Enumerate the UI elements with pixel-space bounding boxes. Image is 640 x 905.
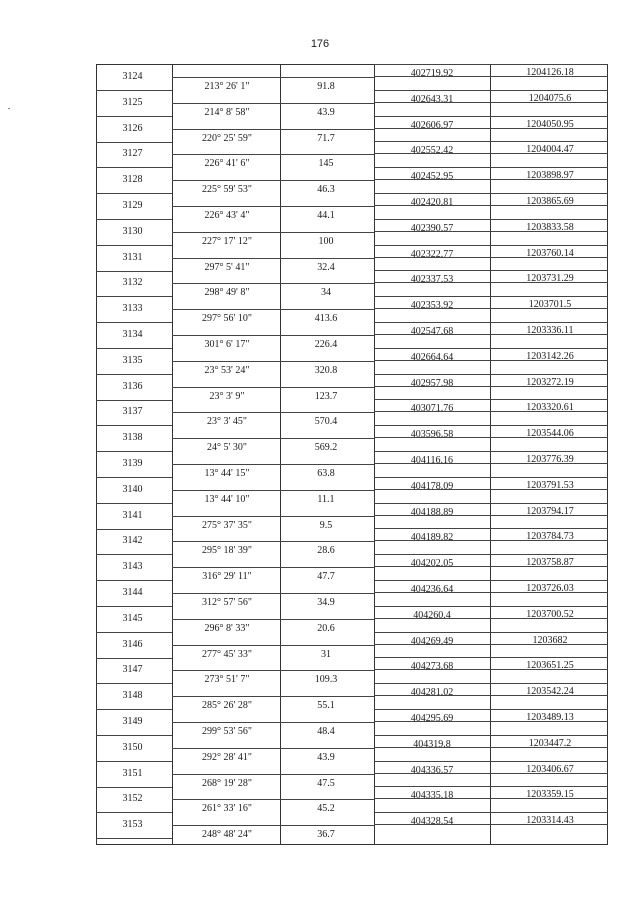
y-coordinate: 1204004.47 <box>526 144 574 156</box>
distance-value: 32.4 <box>317 261 335 273</box>
y-coordinate: 1203776.39 <box>526 454 574 465</box>
table-row <box>96 193 608 219</box>
table-row <box>96 735 608 761</box>
table-row <box>96 709 608 735</box>
row-divider <box>374 374 608 375</box>
table-row <box>96 167 608 196</box>
distance-value: 48.4 <box>317 726 335 737</box>
row-divider <box>374 761 608 762</box>
x-coordinate: 404188.89 <box>410 506 454 518</box>
y-coordinate: 1203544.06 <box>526 428 574 440</box>
distance-value: 569.2 <box>314 442 338 454</box>
distance-value: 226.4 <box>314 339 338 350</box>
y-coordinate: 1203320.61 <box>526 402 574 414</box>
bearing-value: 285° 26' 28" <box>202 700 252 712</box>
y-coordinate: 1203791.53 <box>526 479 574 491</box>
row-divider <box>374 657 608 658</box>
row-divider <box>172 438 374 439</box>
distance-value: 570.4 <box>314 416 338 428</box>
point-number: 3133 <box>122 303 143 315</box>
row-divider <box>172 180 374 181</box>
x-coordinate: 404335.18 <box>410 790 454 802</box>
row-divider <box>374 245 608 246</box>
distance-value: 34 <box>321 287 331 299</box>
row-divider <box>374 167 608 168</box>
bearing-value: 295° 18' 39" <box>202 545 252 557</box>
x-coordinate: 404295.69 <box>410 713 454 724</box>
row-divider <box>172 412 374 413</box>
bearing-value: 248° 48' 24" <box>202 829 252 841</box>
distance-value: 46.3 <box>317 184 335 196</box>
row-divider <box>374 554 608 555</box>
bearing-value: 292° 28' 41" <box>202 751 252 763</box>
table-row <box>96 296 608 325</box>
distance-value: 71.7 <box>317 132 335 144</box>
y-coordinate: 1204075.6 <box>528 92 572 104</box>
bearing-value: 268° 19' 28" <box>202 777 252 789</box>
distance-value: 9.5 <box>319 519 333 531</box>
row-divider <box>172 77 374 78</box>
x-coordinate: 404281.02 <box>410 687 454 699</box>
x-coordinate: 402552.42 <box>410 145 454 157</box>
point-number: 3141 <box>122 509 143 521</box>
row-divider <box>374 322 608 323</box>
distance-value: 31 <box>321 648 331 660</box>
y-coordinate: 1203359.15 <box>526 789 574 801</box>
y-coordinate: 1203784.73 <box>526 531 574 543</box>
x-coordinate: 404189.82 <box>410 532 454 544</box>
row-divider <box>172 361 374 362</box>
row-divider <box>172 206 374 207</box>
point-number: 3134 <box>122 329 143 340</box>
x-coordinate: 402643.31 <box>410 93 454 105</box>
x-coordinate: 404260.4 <box>413 609 451 621</box>
bearing-value: 213° 26' 1" <box>204 81 250 92</box>
row-divider <box>172 232 374 233</box>
page-number: 176 <box>310 38 330 50</box>
bearing-value: 296° 8' 33" <box>204 622 250 634</box>
y-coordinate: 1203726.03 <box>526 583 574 594</box>
distance-value: 63.8 <box>317 468 335 479</box>
y-coordinate: 1203865.69 <box>526 196 574 207</box>
row-divider <box>172 387 374 388</box>
distance-value: 91.8 <box>317 81 335 92</box>
bearing-value: 13° 44' 10" <box>204 493 250 505</box>
x-coordinate: 404273.68 <box>410 661 454 673</box>
row-divider <box>374 219 608 220</box>
row-divider <box>374 528 608 529</box>
table-row <box>96 554 608 583</box>
row-divider <box>374 503 608 504</box>
y-coordinate: 1203758.87 <box>526 557 574 569</box>
table-row <box>96 322 608 348</box>
bearing-value: 226° 43' 4" <box>204 210 250 221</box>
row-divider <box>172 129 374 130</box>
point-number: 3135 <box>122 354 143 366</box>
bearing-value: 23° 53' 24" <box>204 364 250 376</box>
point-number: 3150 <box>122 741 143 753</box>
table-row <box>96 657 608 686</box>
row-divider <box>374 786 608 787</box>
point-number: 3130 <box>122 225 143 237</box>
row-divider <box>374 683 608 684</box>
y-coordinate: 1204126.18 <box>526 67 574 78</box>
x-coordinate: 404202.05 <box>410 558 454 570</box>
row-divider <box>172 799 374 800</box>
coordinate-table <box>96 64 608 844</box>
table-row <box>96 786 608 815</box>
point-number: 3138 <box>122 432 143 444</box>
table-row <box>96 451 608 477</box>
point-number: 3127 <box>122 148 143 160</box>
y-coordinate: 1203731.29 <box>526 273 574 285</box>
table-row <box>96 683 608 712</box>
point-number: 3137 <box>122 406 143 418</box>
row-divider <box>374 90 608 91</box>
distance-value: 413.6 <box>314 313 338 325</box>
y-coordinate: 1203833.58 <box>526 221 574 233</box>
row-divider <box>374 270 608 271</box>
table-row <box>96 580 608 606</box>
distance-value: 320.8 <box>314 364 338 376</box>
x-coordinate: 402420.81 <box>410 197 454 208</box>
point-number: 3125 <box>122 96 143 108</box>
row-divider <box>374 632 608 633</box>
distance-value: 109.3 <box>314 674 338 686</box>
distance-value: 34.9 <box>317 597 335 608</box>
point-number: 3143 <box>122 561 143 573</box>
bearing-value: 298° 49' 8" <box>204 287 250 299</box>
point-number: 3144 <box>122 587 143 598</box>
point-number: 3136 <box>122 380 143 392</box>
point-number: 3140 <box>122 483 143 495</box>
y-coordinate: 1204050.95 <box>526 118 574 130</box>
bearing-value: 297° 5' 41" <box>204 261 250 273</box>
y-coordinate: 1203272.19 <box>526 376 574 388</box>
y-coordinate: 1203406.67 <box>526 763 574 775</box>
bearing-value: 275° 37' 35" <box>202 519 252 531</box>
y-coordinate: 1203682 <box>532 634 568 646</box>
table-row <box>96 503 608 529</box>
table-row <box>96 425 608 454</box>
row-divider <box>172 309 374 310</box>
distance-value: 45.2 <box>317 803 335 815</box>
row-divider <box>374 735 608 736</box>
table-row <box>96 477 608 503</box>
table-row <box>96 116 608 142</box>
point-number: 3147 <box>122 664 143 676</box>
table-row <box>96 399 608 428</box>
point-number: 3149 <box>122 716 143 727</box>
y-coordinate: 1203542.24 <box>526 686 574 698</box>
y-coordinate: 1203489.13 <box>526 712 574 723</box>
table-row <box>96 90 608 116</box>
bearing-value: 225° 59' 53" <box>202 184 252 196</box>
point-number: 3128 <box>122 174 143 186</box>
table-row <box>96 245 608 271</box>
row-divider <box>172 748 374 749</box>
bearing-value: 261° 33' 16" <box>202 803 252 815</box>
point-number: 3139 <box>122 458 143 469</box>
distance-value: 145 <box>318 158 334 170</box>
row-divider <box>374 141 608 142</box>
distance-value: 123.7 <box>314 390 338 402</box>
x-coordinate: 403596.58 <box>410 429 454 441</box>
point-number: 3145 <box>122 612 143 624</box>
x-coordinate: 404319.8 <box>413 738 451 750</box>
point-number: 3146 <box>122 638 143 650</box>
point-number: 3153 <box>122 819 143 831</box>
x-coordinate: 402547.68 <box>410 326 454 337</box>
row-divider <box>172 619 374 620</box>
row-divider <box>374 451 608 452</box>
y-coordinate: 1203700.52 <box>526 608 574 620</box>
bearing-value: 214° 8' 58" <box>204 106 250 118</box>
y-coordinate: 1203314.43 <box>526 815 574 827</box>
x-coordinate: 404236.64 <box>410 584 454 595</box>
x-coordinate: 404116.16 <box>410 455 454 466</box>
bearing-value: 316° 29' 11" <box>202 571 252 583</box>
bearing-value: 23° 3' 45" <box>207 416 247 428</box>
distance-value: 47.7 <box>317 571 335 583</box>
row-divider <box>374 296 608 297</box>
point-number: 3124 <box>122 71 143 82</box>
row-divider <box>374 812 608 813</box>
x-coordinate: 403071.76 <box>410 403 454 415</box>
x-coordinate: 402452.95 <box>410 171 454 183</box>
point-number: 3129 <box>122 200 143 211</box>
row-divider <box>172 464 374 465</box>
row-divider <box>172 593 374 594</box>
row-divider <box>172 670 374 671</box>
bearing-value: 277° 45' 33" <box>202 648 252 660</box>
row-divider <box>172 825 374 826</box>
point-number: 3148 <box>122 690 143 702</box>
x-coordinate: 402664.64 <box>410 351 454 363</box>
y-coordinate: 1203898.97 <box>526 170 574 182</box>
row-divider <box>96 838 172 839</box>
x-coordinate: 404328.54 <box>410 816 454 828</box>
table-row <box>96 761 608 787</box>
table-row <box>96 270 608 299</box>
row-divider <box>172 490 374 491</box>
point-number: 3132 <box>122 277 143 289</box>
row-divider <box>172 516 374 517</box>
row-divider <box>172 283 374 284</box>
row-divider <box>172 154 374 155</box>
table-row <box>96 528 608 557</box>
bearing-value: 13° 44' 15" <box>204 468 250 479</box>
x-coordinate: 404269.49 <box>410 635 454 647</box>
bearing-value: 220° 25' 59" <box>202 132 252 144</box>
scan-speck <box>8 108 10 109</box>
x-coordinate: 404336.57 <box>410 764 454 776</box>
row-divider <box>374 399 608 400</box>
row-divider <box>374 193 608 194</box>
row-divider <box>172 774 374 775</box>
row-divider <box>374 477 608 478</box>
bearing-value: 301° 6' 17" <box>204 339 250 350</box>
bearing-value: 23° 3' 9" <box>209 390 245 402</box>
distance-value: 43.9 <box>317 751 335 763</box>
y-coordinate: 1203651.25 <box>526 660 574 672</box>
distance-value: 43.9 <box>317 106 335 118</box>
row-divider <box>172 258 374 259</box>
bearing-value: 297° 56' 10" <box>202 313 252 325</box>
row-divider <box>172 645 374 646</box>
row-divider <box>374 64 608 65</box>
table-row <box>96 632 608 658</box>
x-coordinate: 402322.77 <box>410 248 454 260</box>
table-bottom-border <box>96 844 608 845</box>
row-divider <box>374 116 608 117</box>
row-divider <box>172 335 374 336</box>
row-divider <box>374 709 608 710</box>
y-coordinate: 1203760.14 <box>526 247 574 259</box>
table-row <box>96 374 608 400</box>
row-divider <box>374 606 608 607</box>
bearing-value: 24° 5' 30" <box>207 442 247 454</box>
bearing-value: 312° 57' 56" <box>202 597 252 608</box>
table-row <box>96 348 608 374</box>
distance-value: 36.7 <box>317 829 335 841</box>
point-number: 3152 <box>122 793 143 805</box>
row-divider <box>172 103 374 104</box>
x-coordinate: 404178.09 <box>410 480 454 492</box>
x-coordinate: 402390.57 <box>410 222 454 234</box>
row-divider <box>374 425 608 426</box>
point-number: 3126 <box>122 122 143 134</box>
distance-value: 47.5 <box>317 777 335 789</box>
bearing-value: 273° 51' 7" <box>204 674 250 686</box>
table-row <box>96 219 608 245</box>
y-coordinate: 1203336.11 <box>526 325 574 336</box>
row-divider <box>374 580 608 581</box>
distance-value: 28.6 <box>317 545 335 557</box>
bearing-value: 299° 53' 56" <box>202 726 252 737</box>
table-row <box>96 64 608 90</box>
row-divider <box>374 348 608 349</box>
row-divider <box>172 696 374 697</box>
point-number: 3131 <box>122 251 143 263</box>
x-coordinate: 402337.53 <box>410 274 454 286</box>
table-row <box>96 141 608 170</box>
y-coordinate: 1203447.2 <box>528 737 572 749</box>
x-coordinate: 402719.92 <box>410 68 454 79</box>
y-coordinate: 1203701.5 <box>528 299 572 311</box>
distance-value: 44.1 <box>317 210 335 221</box>
bearing-value: 227° 17' 12" <box>202 235 252 247</box>
point-number: 3151 <box>122 767 143 779</box>
x-coordinate: 402606.97 <box>410 119 454 131</box>
bearing-value: 226° 41' 6" <box>204 158 250 170</box>
x-coordinate: 402353.92 <box>410 300 454 312</box>
distance-value: 55.1 <box>317 700 335 712</box>
point-number: 3142 <box>122 535 143 547</box>
table-row <box>96 606 608 632</box>
row-divider <box>172 567 374 568</box>
table-row <box>96 812 608 841</box>
y-coordinate: 1203794.17 <box>526 505 574 517</box>
distance-value: 11.1 <box>317 493 335 505</box>
distance-value: 20.6 <box>317 622 335 634</box>
x-coordinate: 402957.98 <box>410 377 454 389</box>
y-coordinate: 1203142.26 <box>526 350 574 362</box>
row-divider <box>172 722 374 723</box>
row-divider <box>172 541 374 542</box>
distance-value: 100 <box>318 235 334 247</box>
